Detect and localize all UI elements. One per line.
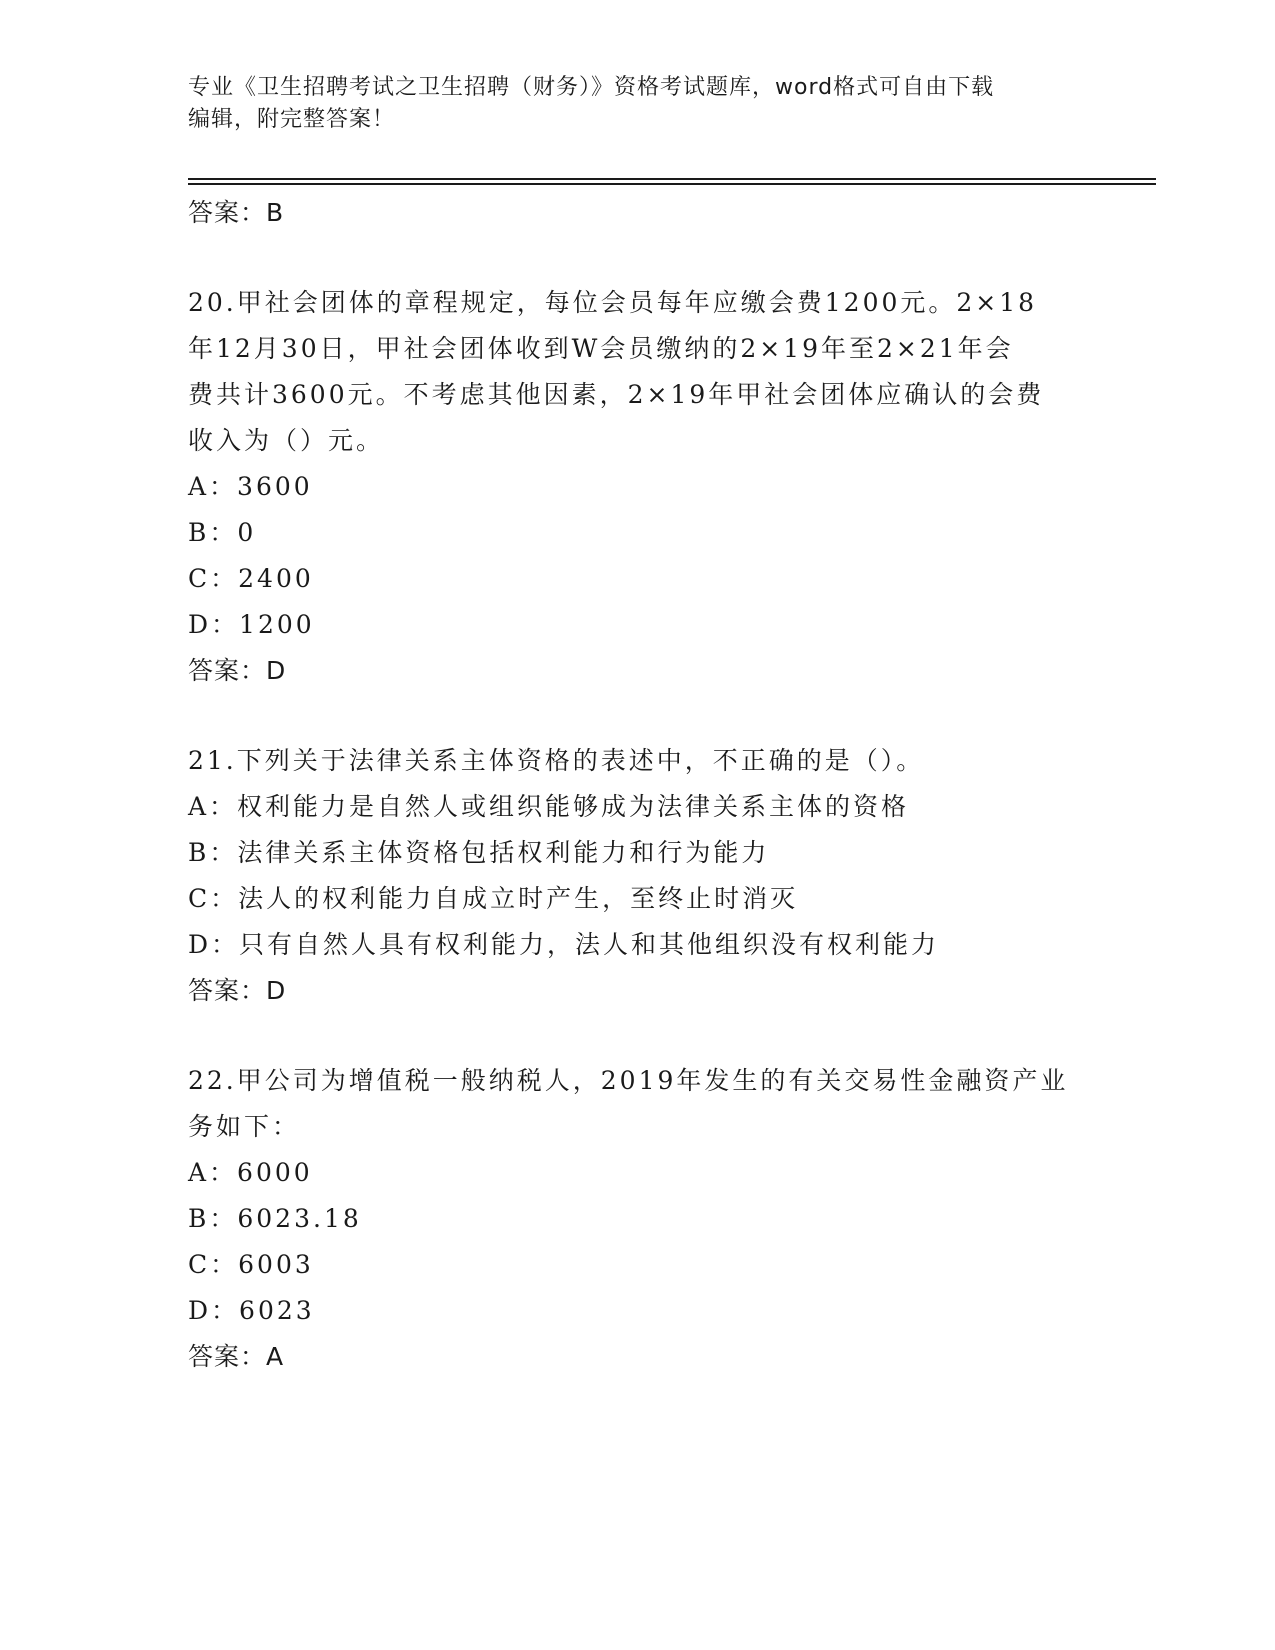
question-stem-line: 年12月30日，甲社会团体收到W会员缴纳的2×19年至2×21年会 xyxy=(188,334,1014,363)
question-stem-line: 20.甲社会团体的章程规定，每位会员每年应缴会费1200元。2×18 xyxy=(188,288,1038,317)
document-header xyxy=(188,72,1088,136)
header-divider-bottom xyxy=(188,183,1156,185)
header-divider-top xyxy=(188,178,1156,180)
header-line-2: 编辑，附完整答案！ xyxy=(188,107,396,132)
question-stem-line: 费共计3600元。不考虑其他因素，2×19年甲社会团体应确认的会费 xyxy=(188,380,1045,409)
option-a: A：权利能力是自然人或组织能够成为法律关系主体的资格 xyxy=(188,792,910,821)
question-stem-line: 22.甲公司为增值税一般纳税人，2019年发生的有关交易性金融资产业 xyxy=(188,1066,1069,1095)
option-b: B：法律关系主体资格包括权利能力和行为能力 xyxy=(188,838,770,867)
option-b: B：0 xyxy=(188,518,257,547)
option-d: D：6023 xyxy=(188,1296,315,1325)
option-d: D：1200 xyxy=(188,610,315,639)
option-b: B：6023.18 xyxy=(188,1204,362,1233)
question-stem-line: 21.下列关于法律关系主体资格的表述中，不正确的是（）。 xyxy=(188,746,925,775)
answer: 答案：A xyxy=(188,1342,285,1371)
header-line-1: 专业《卫生招聘考试之卫生招聘（财务）》资格考试题库，word格式可自由下载 xyxy=(188,75,995,100)
question-22 xyxy=(188,1058,1088,1380)
question-stem-line: 务如下： xyxy=(188,1112,301,1141)
previous-answer: 答案：B xyxy=(188,198,285,227)
question-20 xyxy=(188,280,1088,694)
question-stem-line: 收入为（）元。 xyxy=(188,426,385,455)
question-list xyxy=(188,190,1088,1380)
option-c: C：2400 xyxy=(188,564,314,593)
option-a: A：6000 xyxy=(188,1158,313,1187)
answer: 答案：D xyxy=(188,656,287,685)
answer: 答案：D xyxy=(188,976,287,1005)
option-c: C：6003 xyxy=(188,1250,314,1279)
option-d: D：只有自然人具有权利能力，法人和其他组织没有权利能力 xyxy=(188,930,940,959)
question-21 xyxy=(188,738,1088,1014)
option-a: A：3600 xyxy=(188,472,313,501)
option-c: C：法人的权利能力自成立时产生，至终止时消灭 xyxy=(188,884,799,913)
